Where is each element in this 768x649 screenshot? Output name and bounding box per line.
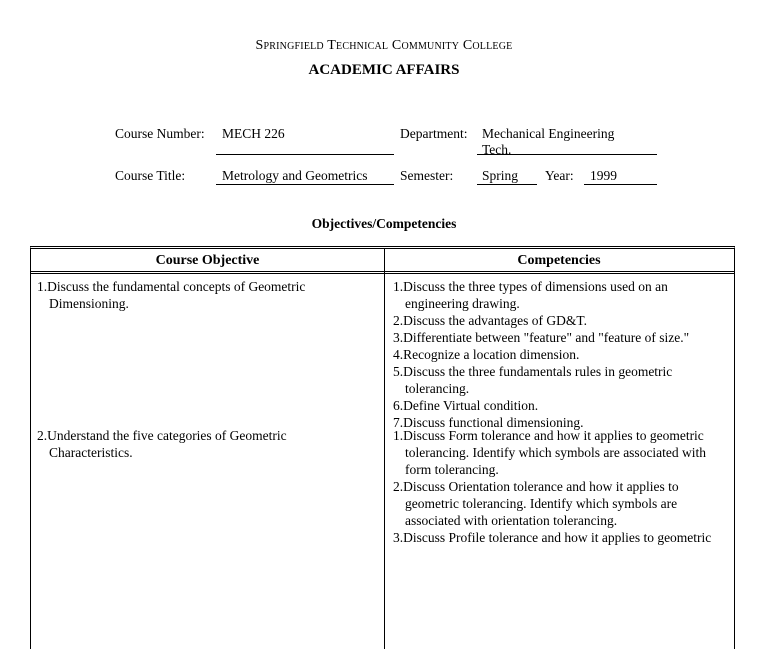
list-item: 3.Discuss Profile tolerance and how it applies to geometric (393, 530, 712, 545)
college-name: Springfield Technical Community College (255, 38, 513, 53)
list-item: 7.Discuss functional dimensioning. (393, 415, 584, 430)
semester-label: Semester: (400, 168, 454, 183)
department-label: Department: (400, 126, 468, 141)
year-label: Year: (545, 168, 574, 183)
table-row-1-competencies (391, 278, 726, 431)
list-item: 1.Discuss Form tolerance and how it applies to geometric tolerancing. Identify which symbols are associated with form tolerancing. (393, 428, 707, 477)
semester-value: Spring (482, 168, 519, 183)
course-number-label: Course Number: (115, 126, 205, 141)
list-item: 3.Differentiate between "feature" and "feature of size." (393, 330, 690, 345)
course-title-label: Course Title: (115, 168, 186, 183)
course-number-value: MECH 226 (222, 126, 285, 141)
header-competencies: Competencies (517, 253, 601, 268)
list-item: 4.Recognize a location dimension. (393, 347, 580, 362)
section-title: Objectives/Competencies (311, 216, 457, 231)
office-title: ACADEMIC AFFAIRS (308, 62, 460, 78)
table-row-2-objective: 2.Understand the five categories of Geometric Characteristics. (37, 428, 287, 460)
table-row-2-competencies (391, 427, 726, 546)
objectives-table (30, 246, 735, 649)
department-value: Mechanical Engineering Tech. (482, 126, 615, 157)
list-item: 1.Discuss the three types of dimensions used on an engineering drawing. (393, 279, 668, 311)
list-item: 2.Discuss the advantages of GD&T. (393, 313, 587, 328)
list-item: 6.Define Virtual condition. (393, 398, 539, 413)
year-value: 1999 (590, 168, 617, 183)
list-item: 2.Discuss Orientation tolerance and how it applies to geometric tolerancing. Identify which symbols are associated with orientation tolerancing. (393, 479, 679, 528)
table-row-1-objective: 1.Discuss the fundamental concepts of Geometric Dimensioning. (37, 279, 306, 311)
header-course-objective: Course Objective (155, 253, 260, 268)
list-item: 5.Discuss the three fundamentals rules in geometric tolerancing. (393, 364, 673, 396)
table-header (31, 249, 734, 274)
course-title-value: Metrology and Geometrics (222, 168, 368, 183)
